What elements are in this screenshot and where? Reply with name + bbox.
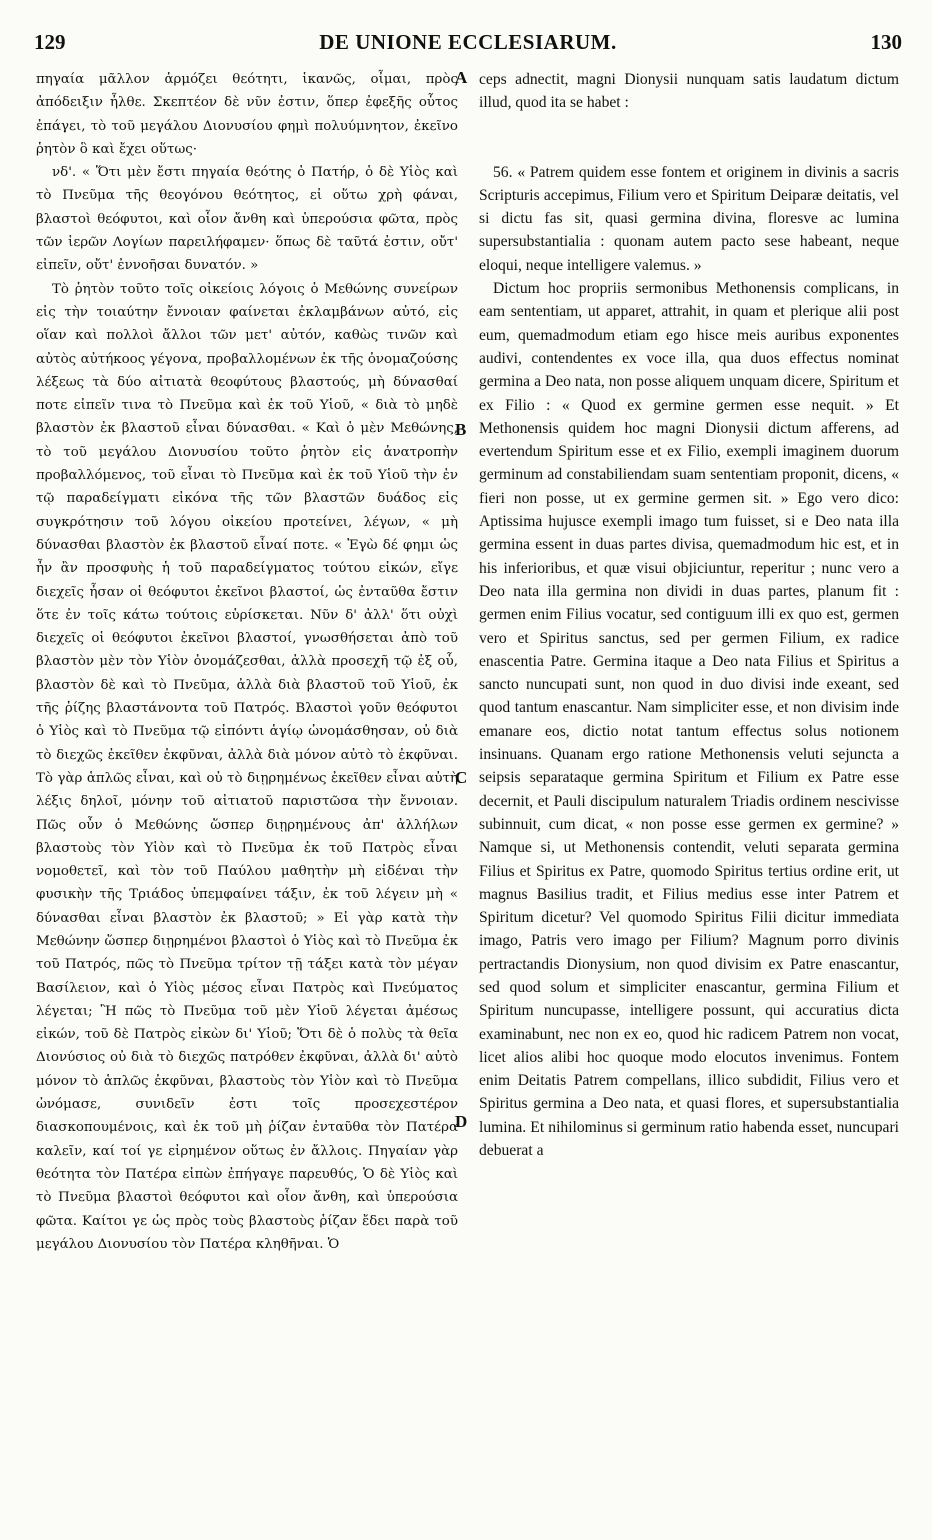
- margin-letter-b: B: [455, 420, 467, 439]
- margin-letter-c: C: [455, 768, 468, 787]
- page-header: [34, 30, 902, 64]
- page-number-left: 129: [34, 30, 66, 54]
- margin-letter-a: A: [455, 68, 468, 87]
- latin-paragraph-quote: 56. « Patrem quidem esse fontem et originem in divinis a sacris Scripturis accepimus, Filium vero et Spiritum Deiparæ deitatis, vel si dictu fas sit, quasi germina divina, floresve ac lumina supersubstantialia : quonam autem pacto sese habeant, neque eloqui, neque intelligere valemus. »: [479, 163, 899, 274]
- latin-paragraph-intro: ceps adnectit, magni Dionysii nunquam satis laudatum dictum illud, quod ita se habet :: [479, 71, 899, 112]
- latin-column: [479, 68, 899, 1162]
- paragraph-gap: [479, 115, 899, 161]
- running-title: DE UNIONE ECCLESIARUM.: [319, 30, 617, 54]
- greek-paragraph-intro: πηγαία μᾶλλον ἁρμόζει θεότητι, ἱκανῶς, οἶμαι, πρὸς ἀπόδειξιν ἦλθε. Σκεπτέον δὲ νῦν ἐστιν, ὅπερ ἐφεξῆς οὗτος ἐπάγει, τὸ τοῦ μεγάλου Διονυσίου φημὶ πολυύμνητον, ἐκεῖνο ῥητὸν ὃ καὶ ἔχει οὕτως·: [36, 72, 458, 157]
- greek-paragraph-commentary: Τὸ ῥητὸν τοῦτο τοῖς οἰκείοις λόγοις ὁ Μεθώνης συνείρων εἰς τὴν τοιαύτην ἔννοιαν φαίνεται ἐκλαμβάνων αὐτό, εἰς οἵαν καὶ πολλοὶ ἄλλοι τῶν μετ' αὐτόν, καθὼς τινῶν καὶ αὐτὸς αὐτήκοος γέγονα, προβαλλομένων ἐκ τῆς ὀνομαζούσης λέξεως τὰ δύο αἰτιατὰ θεοφύτους βλαστούς, μὴ δύνασθαί ποτε εἰπεῖν τινα τὸ Πνεῦμα καὶ ἐκ τοῦ Υἱοῦ, « διὰ τὸ μηδὲ βλαστὸν ἐκ βλαστοῦ εἶναι δύνασθαι. « Καὶ ὁ μὲν Μεθώνης, τὸ τοῦ μεγάλου Διονυσίου τοῦτο ῥητὸν εἰς ἀνατροπὴν προβαλλόμενος, τοῦ εἶναι τὸ Πνεῦμα καὶ ἐκ τοῦ Υἱοῦ τὴν ἐν τῷ παραδείγματι εἰκόνα τῆς τῶν βλαστῶν δυάδος εἰς συγκρότησιν τοῦ λόγου οἰκείου προτείνει, λέγων, « μὴ δύνασθαι βλαστὸν ἐκ βλαστοῦ εἶναί ποτε. « Ἐγὼ δέ φημι ὡς ἦν ἂν προσφυὴς ἡ τοῦ παραδείγματος τούτου εἰκών, εἴγε διεχεῖς ἦσαν οἱ θεόφυτοι ἐκεῖνοι βλαστοί, ὡς ἐνταῦθα ἔστιν ὅτε ἐν τοῖς κάτω τούτοις εὑρίσκεται. Νῦν δ' ἀλλ' ὅτι οὐχὶ διεχεῖς οἱ θεόφυτοι ἐκεῖνοι βλαστοί, γνωσθήσεται ἀπὸ τοῦ βλαστὸν μὲν τὸν Υἱὸν ὀνομάζεσθαι, ἀλλὰ προσεχῆ τῷ ἐξ οὗ, βλαστὸν δὲ καὶ τὸ Πνεῦμα, ἀλλὰ διὰ βλαστοῦ τοῦ Υἱοῦ, ἐκ τῆς ῥίζης βλαστάνοντα τοῦ Πατρός. Βλαστοὶ γοῦν θεόφυτοι ὁ Υἱὸς καὶ τὸ Πνεῦμα τῷ εἰπόντι ἁγίῳ ὠνομάσθησαν, οὐ διὰ τὸ διεχῶς ἐκεῖθεν ἐκφῦναι, ἀλλὰ διὰ μόνον αὐτὸ τὸ ἐκφῦναι. Τὸ γὰρ ἁπλῶς εἶναι, καὶ οὐ τὸ διῃρημένως ἐκεῖθεν εἶναι αὐτὴ λέξις δηλοῖ, μόνην τοῦ αἰτιατοῦ παριστῶσα τὴν ἔννοιαν. Πῶς οὖν ὁ Μεθώνης ὥσπερ διῃρημένους ἀπ' ἀλλήλων βλαστοὺς τὸν Υἱὸν καὶ τὸ Πνεῦμα ἐκ τοῦ Πατρὸς εἶναι νομοθετεῖ, καὶ τὸν τοῦ Παύλου μαθητὴν μὴ εἰδέναι τὴν φυσικὴν τῆς Τριάδος ὑπεμφαίνει τάξιν, ἐκ τοῦ λέγειν μὴ « δύνασθαι εἶναι βλαστὸν ἐκ βλαστοῦ; » Εἰ γὰρ κατὰ τὴν Μεθώνην ὥσπερ διῃρημένοι βλαστοὶ ὁ Υἱὸς καὶ τὸ Πνεῦμα ἐκ τοῦ Πατρός, πῶς τὸ Πνεῦμα τρίτον τῇ τάξει κατὰ τὸν μέγαν Βασίλειον, καὶ ὁ Υἱὸς μέσος εἶναι Πατρὸς καὶ Πνεύματος λέγεται; Ἢ πῶς τὸ Πνεῦμα τοῦ μὲν Υἱοῦ λέγεται ἀμέσως εἰκών, τοῦ δὲ Πατρὸς εἰκὼν δι' Υἱοῦ; Ὅτι δὲ ὁ πολὺς τὰ θεῖα Διονύσιος οὐ διὰ τὸ διεχῶς πατρόθεν ἐκφῦναι, ἀλλὰ δι' αὐτὸ μόνον τὸ ἁπλῶς ἐκφῦναι, βλαστοὺς τὸν Υἱὸν καὶ τὸ Πνεῦμα ὠνόμασε, συνιδεῖν ἐστι τοῖς προσεχεστέρον διασκοπουμένοις, καὶ ἐκ τοῦ μὴ ῥίζαν ἐνταῦθα τὸν Πατέρα καλεῖν, καί τοί γε εἰρημένον οὕτως ἐν ἄλλοις. Πηγαίαν γὰρ θεότητα τὸν Πατέρα εἰπὼν ἐπήγαγε παρευθύς, Ὁ δὲ Υἱὸς καὶ τὸ Πνεῦμα βλαστοὶ θεόφυτοι καὶ οἷον ἄνθη, καὶ ὑπερούσια φῶτα. Καίτοι γε ὡς πρὸς τοὺς βλαστοὺς ῥίζαν ἔδει παρὰ τοῦ μεγάλου Διονυσίου τὸν Πατέρα κληθῆναι. Ὁ: [36, 281, 458, 1252]
- greek-paragraph-quote: νδ'. « Ὅτι μὲν ἔστι πηγαία θεότης ὁ Πατήρ, ὁ δὲ Υἱὸς καὶ τὸ Πνεῦμα τῆς θεογόνου θεότητος, εἰ οὕτω χρὴ φάναι, βλαστοὶ θεόφυτοι, καὶ οἷον ἄνθη καὶ ὑπερούσια φῶτα, πρὸς τῶν ἱερῶν Λογίων παρειλήφαμεν· ὅπως δὲ ταῦτά ἐστιν, οὔτ' εἰπεῖν, οὔτ' ἐννοῆσαι δυνατόν. »: [36, 165, 458, 274]
- greek-column: [36, 68, 458, 1256]
- page-number-right: 130: [870, 30, 902, 54]
- latin-paragraph-commentary: Dictum hoc propriis sermonibus Methonensis complicans, in eam sententiam, ut apparet, attrahit, in quam et plerique alii post eum, quemadmodum etiam ego hisce meis auribus exponentes audivi, contendentes ex voce illa, qua duos effectus nominat germina a Deo nata, non posse aliquem unquam dicere, Spiritum et ex Filio : « Quod ex germine germen esse nequit. » Et Methonensis quidem hoc magni Dionysii dictum afferens, ad evertendum Spiritum esse et ex Filio, exempli imaginem duorum germinum ad constabiliendam suam sententiam proponit, dicens, « fieri non posse, ut ex germine germen sit. » Ego vero dico: Aptissima hujusce exempli imago tum fuisset, si e Deo nata illa germina essent in duas partes divisa, quemadmodum hic est, et in his inferioribus, et quæ visui objiciuntur, reperitur ; nunc vero a Deo nata illa germina non dividi in duas partes, planum fit : germen enim Filius vocatur, sed contiguum illi ex quo est, germen vero et Spiritus sanctus, sed per germen Filium, ex radice enascentia Patre. Germina itaque a Deo nata Filius et Spiritus a sancto nuncupati sunt, non quod in duo divisi inde exeant, sed quod tantum enascantur. Nam simpliciter esse, et non divisim inde emanare eos, dictio notat tantum effectus solus notionem insinuans. Quanam ergo ratione Methonensis veluti sejuncta a seipsis separataque germina Spiritum et Filium ex Patre esse decernit, et Pauli discipulum naturalem Triadis ordinem nescivisse subinnuit, cum dicat, « non posse esse germen ex germine? » Namque si, ut Methonensis contendit, veluti separata germina Filius et Spiritus ex Patre, quomodo Spiritus tertius ordine erit, ut magnus Basilius tradit, et Filius medius esse inter Patrem et Spiritum dicetur? Vel quomodo Spiritus Filii dicitur immediata imago, Patris vero imago per Filium? Magnum porro divinis pertractandis Dionysium, non quod divisim ex Patre enascantur, sed quod solum et simpliciter enascantur, germina Filium et Spiritum nuncupasse, intelligere possunt, qui accuratius dicta examinabunt, nec non ex eo, quod hic radicem Patrem non vocat, licet alios alibi hoc quoque modo elocutos invenimus. Fontem enim Deitatis Patrem compellans, illico subdidit, Filius vero et Spiritus germina a Deo nata, et quasi flores, et supersubstantialia lumina. Et nihilominus si germinum ratio habenda esset, nuncupari debuerat a: [479, 280, 899, 1160]
- margin-letter-d: D: [455, 1112, 468, 1131]
